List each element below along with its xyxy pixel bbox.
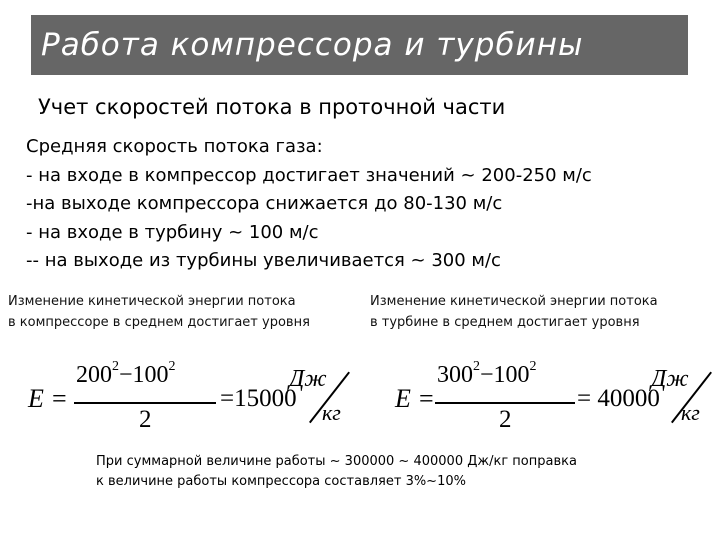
compressor-note-line2: в компрессоре в среднем достигает уровня <box>8 315 310 330</box>
compressor-energy-note <box>8 291 310 333</box>
velocity-list <box>26 133 592 276</box>
formula-symbol: E <box>395 384 411 413</box>
numerator-term-b: −100 <box>480 362 530 388</box>
unit-numerator: Дж <box>651 366 689 392</box>
summary-line1: При суммарной величине работы ~ 300000 ~ 400000 Дж/кг поправка <box>96 454 577 469</box>
compressor-note-line1: Изменение кинетической энергии потока <box>8 294 296 309</box>
formula-numerator <box>437 359 537 389</box>
fraction-bar <box>435 402 575 404</box>
work-correction-summary <box>96 452 577 492</box>
unit-denominator: кг <box>322 400 341 425</box>
formula-denominator: 2 <box>499 406 512 433</box>
turbine-note-line2: в турбине в среднем достигает уровня <box>370 315 640 330</box>
formula-result: =15000 <box>220 385 297 412</box>
turbine-energy-formula <box>395 360 715 440</box>
slide-title-bar <box>31 15 688 75</box>
formula-result: = 40000 <box>577 385 660 412</box>
unit-numerator: Дж <box>289 366 327 392</box>
velocity-line-turbine-outlet: -- на выходе из турбины увеличивается ~ 300 м/с <box>26 250 501 271</box>
numerator-exp-b: 2 <box>529 359 537 374</box>
formula-numerator <box>76 359 176 389</box>
formula-symbol: E <box>28 384 44 413</box>
numerator-term-b: −100 <box>119 362 169 388</box>
velocity-line-compressor-inlet: - на входе в компрессор достигает значений ~ 200-250 м/с <box>26 164 592 186</box>
turbine-energy-note <box>370 291 658 333</box>
velocity-line-compressor-outlet: -на выходе компрессора снижается до 80-130 м/с <box>26 193 503 214</box>
summary-line2: к величине работы компрессора составляет 3%~10% <box>96 474 466 489</box>
slide-title: Работа компрессора и турбины <box>41 27 584 63</box>
formula-equals: = <box>52 384 67 413</box>
velocity-heading: Средняя скорость потока газа: <box>26 136 323 157</box>
numerator-exp-a: 2 <box>112 359 119 374</box>
formula-equals: = <box>419 384 434 413</box>
compressor-energy-formula <box>28 360 358 440</box>
slide-subtitle: Учет скоростей потока в проточной части <box>38 95 506 119</box>
numerator-term-a: 200 <box>76 362 112 388</box>
turbine-note-line1: Изменение кинетической энергии потока <box>370 294 658 309</box>
unit-denominator: кг <box>681 400 700 425</box>
numerator-exp-a: 2 <box>473 359 480 374</box>
velocity-line-turbine-inlet: - на входе в турбину ~ 100 м/с <box>26 221 319 243</box>
numerator-term-a: 300 <box>437 362 473 388</box>
formula-denominator: 2 <box>139 406 152 433</box>
numerator-exp-b: 2 <box>168 359 176 374</box>
fraction-bar <box>74 402 216 404</box>
